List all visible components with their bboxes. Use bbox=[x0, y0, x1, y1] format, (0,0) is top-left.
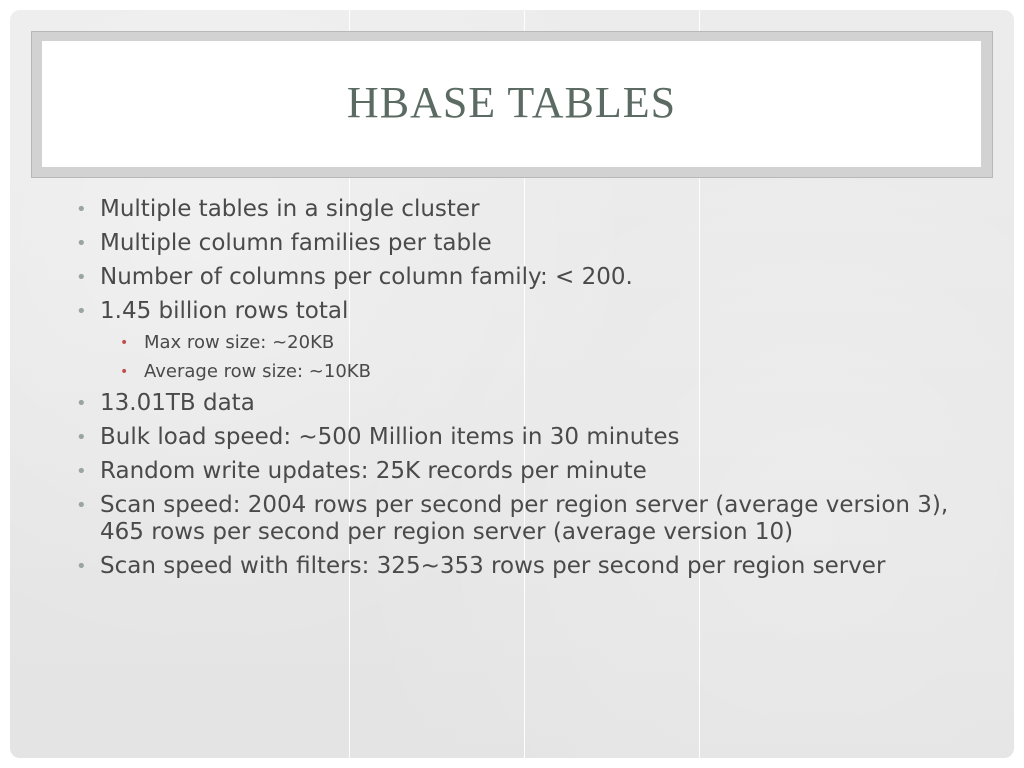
bullet-icon: • bbox=[76, 556, 87, 577]
bullet-list-continued bbox=[72, 390, 972, 580]
bullet-text: Scan speed: 2004 rows per second per region server (average version 3), 465 rows per second per region server (average version 10) bbox=[100, 492, 949, 545]
bullet-text: Bulk load speed: ~500 Million items in 30 minutes bbox=[100, 424, 680, 450]
sub-bullet-icon: • bbox=[120, 335, 129, 351]
sub-bullet-list bbox=[72, 332, 972, 383]
sub-bullet-text: Average row size: ~10KB bbox=[144, 361, 371, 382]
slide-content bbox=[72, 196, 972, 587]
sub-bullet-text: Max row size: ~20KB bbox=[144, 332, 335, 353]
sub-bullet-item bbox=[72, 332, 972, 354]
bullet-icon: • bbox=[76, 461, 87, 482]
bullet-text: Number of columns per column family: < 200. bbox=[100, 264, 633, 290]
bullet-item bbox=[72, 390, 972, 417]
bullet-list bbox=[72, 196, 972, 325]
bullet-text: Multiple tables in a single cluster bbox=[100, 196, 480, 222]
bullet-icon: • bbox=[76, 199, 87, 220]
bullet-item bbox=[72, 230, 972, 257]
bullet-item bbox=[72, 458, 972, 485]
bullet-icon: • bbox=[76, 233, 87, 254]
title-frame bbox=[31, 31, 993, 178]
bullet-text: 1.45 billion rows total bbox=[100, 298, 349, 324]
bullet-item bbox=[72, 424, 972, 451]
bullet-item bbox=[72, 264, 972, 291]
bullet-icon: • bbox=[76, 301, 87, 322]
sub-bullet-item bbox=[72, 361, 972, 383]
slide bbox=[10, 10, 1014, 758]
bullet-item bbox=[72, 492, 972, 546]
bullet-icon: • bbox=[76, 495, 87, 516]
title-box bbox=[42, 41, 981, 167]
bullet-icon: • bbox=[76, 267, 87, 288]
bullet-text: 13.01TB data bbox=[100, 390, 255, 416]
bullet-item bbox=[72, 553, 972, 580]
bullet-text: Multiple column families per table bbox=[100, 230, 492, 256]
bullet-item bbox=[72, 298, 972, 325]
bullet-text: Scan speed with filters: 325~353 rows per second per region server bbox=[100, 553, 886, 579]
bullet-item bbox=[72, 196, 972, 223]
bullet-icon: • bbox=[76, 427, 87, 448]
bullet-text: Random write updates: 25K records per minute bbox=[100, 458, 647, 484]
sub-bullet-icon: • bbox=[120, 364, 129, 380]
slide-title: HBASE TABLES bbox=[346, 77, 677, 127]
bullet-icon: • bbox=[76, 393, 87, 414]
